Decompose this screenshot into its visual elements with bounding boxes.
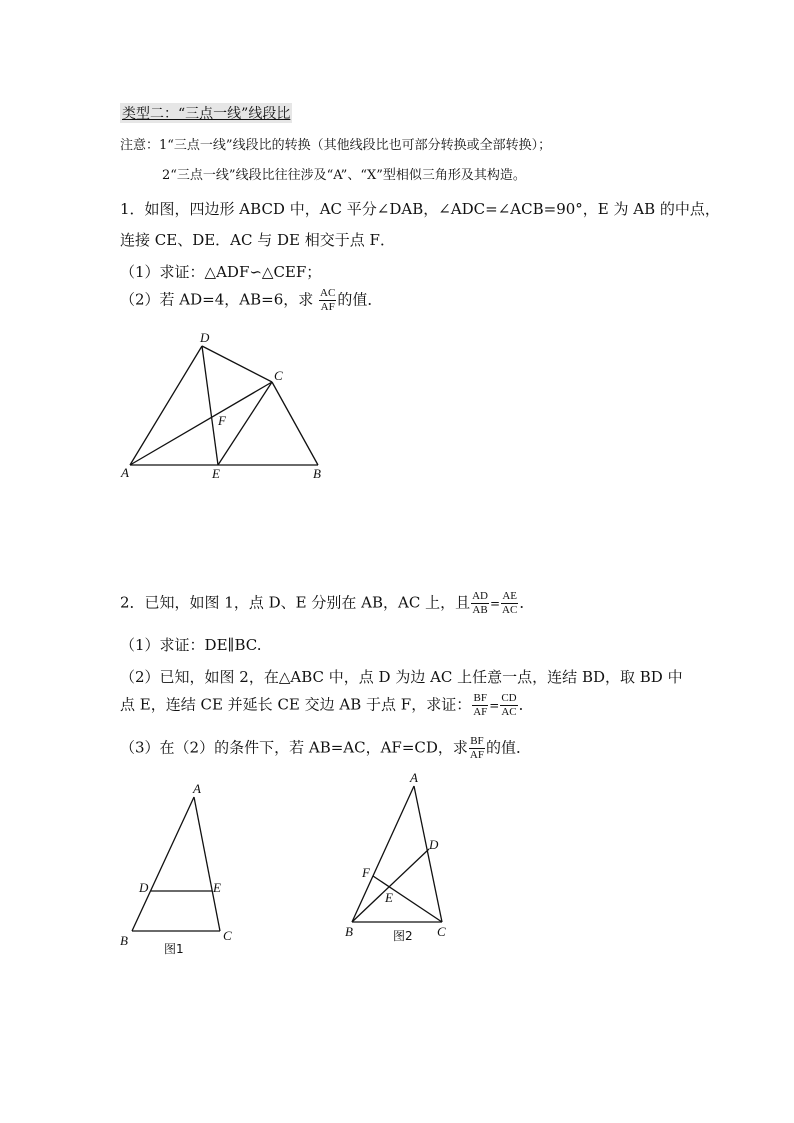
fig2-label-a: A	[410, 770, 418, 785]
problem2-part2-text: 点 E，连结 CE 并延长 CE 交边 AB 于点 F，求证：	[120, 695, 472, 714]
point-label-a: A	[121, 465, 129, 480]
note-line-2: 2“三点一线”线段比往往涉及“A”、“X”型相似三角形及其构造。	[162, 168, 526, 183]
segment-ac	[414, 786, 442, 922]
problem2-part3-tail: 的值．	[485, 738, 531, 757]
fig2-label-c: C	[437, 924, 446, 939]
segment-bd	[352, 849, 429, 922]
fraction-denominator: AF	[469, 749, 484, 761]
note-line-1: 注意：1“三点一线”线段比的转换（其他线段比也可部分转换或全部转换）；	[120, 138, 552, 153]
fig2-label-e: E	[385, 890, 393, 905]
problem1-part2-tail: 的值．	[337, 290, 383, 309]
point-label-d: D	[200, 330, 210, 345]
segment-ab	[132, 797, 194, 931]
fraction-numerator: BF	[473, 692, 487, 704]
problem1-part1: （1）求证：△ADF∽△CEF；	[120, 263, 322, 281]
fig1-label-c: C	[223, 928, 232, 943]
segment-ab	[352, 786, 414, 922]
section-title: 类型二：“三点一线”线段比	[120, 103, 292, 123]
problem1-line1: 1．如图，四边形 ABCD 中，AC 平分∠DAB，∠ADC=∠ACB=90°，E 为 AB 的中点，	[120, 200, 720, 218]
fraction-denominator: AB	[472, 604, 488, 616]
fraction-numerator: AE	[502, 590, 517, 602]
problem1-line2: 连接 CE、DE．AC 与 DE 相交于点 F．	[120, 231, 395, 249]
fig2-caption: 图2	[393, 929, 413, 943]
figure-1	[132, 797, 220, 931]
point-label-f: F	[218, 413, 226, 428]
point-label-c: C	[274, 368, 283, 383]
segment-cf	[373, 876, 442, 922]
fraction-denominator: AC	[502, 604, 518, 616]
segment-ac	[194, 797, 220, 931]
equals-sign: =	[489, 698, 500, 713]
figure-2	[352, 786, 442, 922]
problem2-line1-tail: ．	[519, 593, 535, 612]
fraction-denominator: AC	[501, 706, 517, 718]
fig1-label-b: B	[120, 933, 128, 948]
problem2-part1: （1）求证：DE∥BC.	[120, 636, 262, 654]
fig1-label-a: A	[193, 781, 201, 796]
point-label-b: B	[313, 466, 321, 481]
fraction-denominator: AF	[320, 301, 335, 313]
fraction-numerator: AC	[320, 287, 336, 299]
fraction-numerator: BF	[470, 735, 484, 747]
problem2-part2-line1: （2）已知，如图 2，在△ABC 中，点 D 为边 AC 上任意一点，连结 BD，取 BD 中	[120, 668, 683, 686]
fig1-caption: 图1	[164, 942, 184, 956]
fig2-label-b: B	[345, 924, 353, 939]
fig1-label-d: D	[139, 880, 149, 895]
fig2-label-f: F	[362, 865, 370, 880]
problem1-part2-text: （2）若 AD=4，AB=6，求	[120, 290, 314, 309]
problem2-part2-tail: ．	[518, 695, 534, 714]
fraction-numerator: CD	[501, 692, 517, 704]
point-label-e: E	[212, 466, 220, 481]
problem2-line1-text: 2．已知，如图 1，点 D、E 分别在 AB，AC 上，且	[120, 593, 471, 612]
fig2-label-d: D	[429, 837, 439, 852]
problem2-part3-text: （3）在（2）的条件下，若 AB=AC，AF=CD，求	[120, 738, 468, 757]
fraction-denominator: AF	[473, 706, 488, 718]
fraction-numerator: AD	[472, 590, 488, 602]
equals-sign: =	[489, 596, 501, 611]
fig1-label-e: E	[213, 880, 221, 895]
